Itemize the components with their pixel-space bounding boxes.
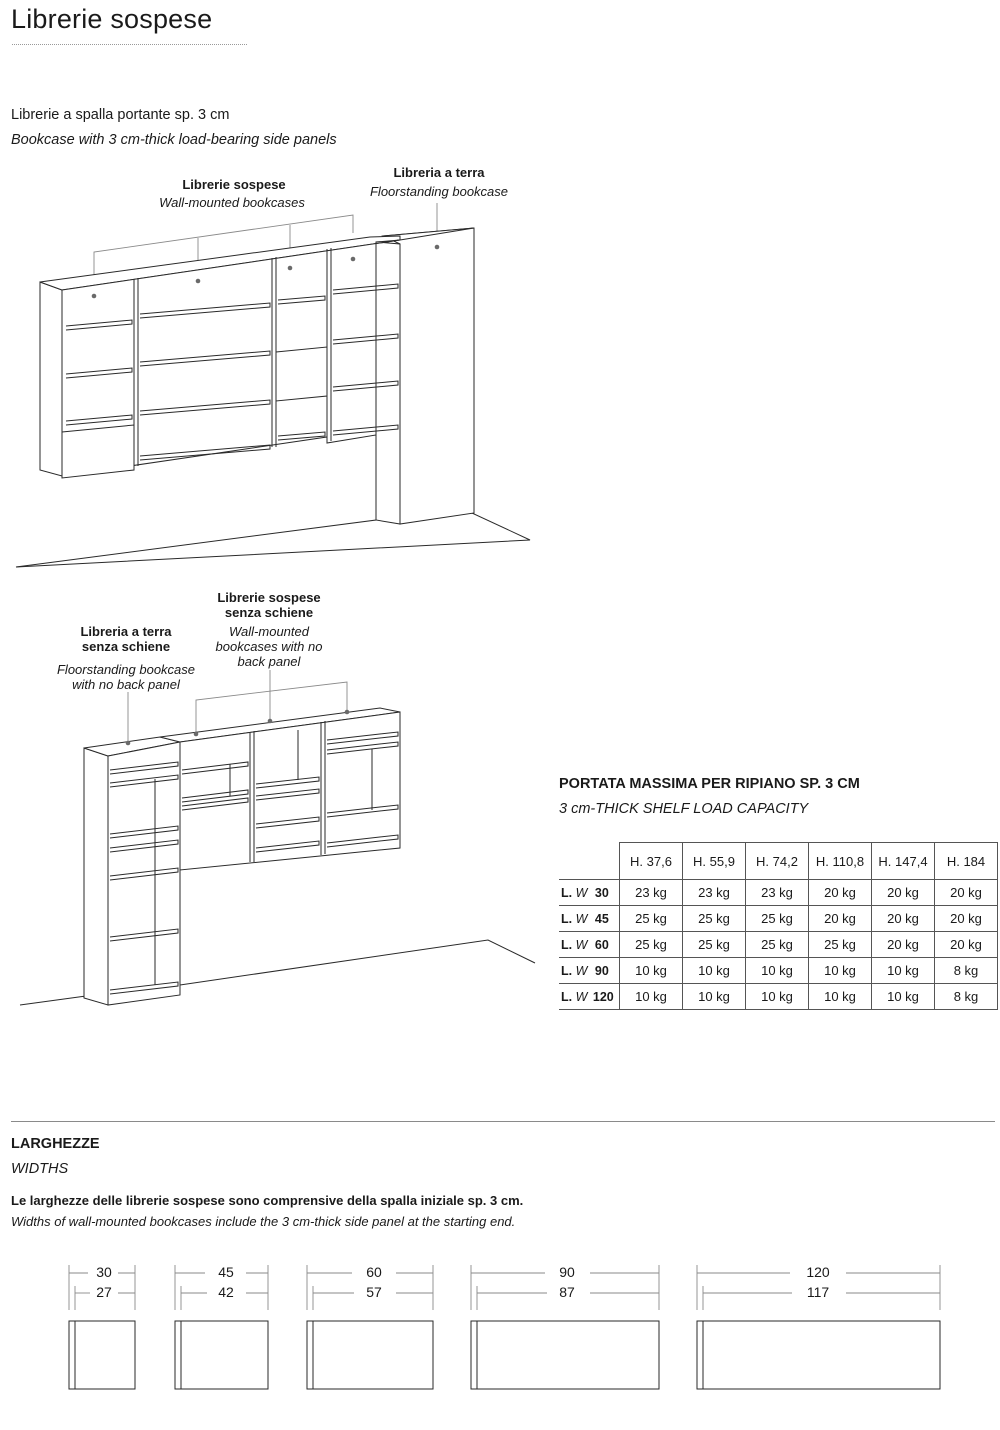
table-cell: 25 kg — [683, 906, 746, 932]
table-cell: 10 kg — [809, 958, 872, 984]
width-inner-117: 117 — [806, 1284, 830, 1300]
table-cell: 10 kg — [620, 984, 683, 1010]
label-floor-en: Floorstanding bookcase — [369, 184, 509, 199]
table-cell: 10 kg — [809, 984, 872, 1010]
label-floor-it: Libreria a terra — [393, 165, 485, 180]
width-outer-45: 45 — [218, 1264, 234, 1280]
table-cell: 20 kg — [872, 906, 935, 932]
column-header: H. 147,4 — [872, 843, 935, 880]
table-cell: 10 kg — [746, 984, 809, 1010]
column-header: H. 110,8 — [809, 843, 872, 880]
width-outer-30: 30 — [96, 1264, 112, 1280]
width-inner-42: 42 — [218, 1284, 234, 1300]
table-cell: 10 kg — [746, 958, 809, 984]
row-header: L. W 90 — [559, 958, 620, 984]
table-cell: 20 kg — [872, 932, 935, 958]
table-cell: 25 kg — [746, 906, 809, 932]
row-header: L. W 45 — [559, 906, 620, 932]
label-wall-en: Wall-mounted bookcases — [159, 195, 305, 210]
width-inner-87: 87 — [559, 1284, 575, 1300]
table-cell: 20 kg — [935, 906, 998, 932]
label-wall-nb-it-1: Librerie sospese — [217, 590, 321, 605]
table-cell: 23 kg — [620, 880, 683, 906]
table-cell: 10 kg — [872, 958, 935, 984]
table-cell: 25 kg — [746, 932, 809, 958]
width-inner-27: 27 — [96, 1284, 112, 1300]
table-cell: 10 kg — [683, 984, 746, 1010]
width-inner-57: 57 — [366, 1284, 382, 1300]
row-header: L. W 60 — [559, 932, 620, 958]
section1-heading-en: Bookcase with 3 cm-thick load-bearing side panels — [11, 132, 337, 148]
label-wall-nb-en-3: back panel — [237, 654, 301, 669]
load-table-title-en: 3 cm-THICK SHELF LOAD CAPACITY — [559, 801, 809, 817]
row-header: L. W 120 — [559, 984, 620, 1010]
label-wall-nb-it-2: senza schiene — [224, 605, 314, 620]
table-cell: 25 kg — [620, 906, 683, 932]
label-floor-nb-en-2: with no back panel — [72, 677, 180, 692]
row-header: L. W 30 — [559, 880, 620, 906]
table-cell: 20 kg — [935, 932, 998, 958]
table-cell: 25 kg — [809, 932, 872, 958]
width-outer-120: 120 — [806, 1264, 830, 1280]
table-cell: 25 kg — [683, 932, 746, 958]
label-wall-nb-en-2: bookcases with no — [215, 639, 323, 654]
table-cell: 20 kg — [872, 880, 935, 906]
column-header: H. 55,9 — [683, 843, 746, 880]
label-floor-nb-it-2: senza schiene — [81, 639, 171, 654]
table-cell: 10 kg — [872, 984, 935, 1010]
table-cell: 20 kg — [809, 880, 872, 906]
label-wall-it: Librerie sospese — [182, 177, 286, 192]
page-title: Librerie sospese — [11, 4, 213, 34]
label-floor-nb-it-1: Libreria a terra — [80, 624, 172, 639]
table-cell: 8 kg — [935, 958, 998, 984]
column-header: H. 74,2 — [746, 843, 809, 880]
widths-heading-en: WIDTHS — [11, 1161, 69, 1177]
widths-heading-it: LARGHEZZE — [11, 1136, 100, 1152]
widths-note-it: Le larghezze delle librerie sospese sono comprensive della spalla iniziale sp. 3 cm. — [11, 1193, 524, 1208]
table-cell: 8 kg — [935, 984, 998, 1010]
column-header: H. 37,6 — [620, 843, 683, 880]
widths-note-en: Widths of wall-mounted bookcases include the 3 cm-thick side panel at the starting end. — [11, 1214, 516, 1229]
table-cell: 10 kg — [620, 958, 683, 984]
column-header: H. 184 — [935, 843, 998, 880]
table-cell: 25 kg — [620, 932, 683, 958]
section1-heading-it: Librerie a spalla portante sp. 3 cm — [11, 107, 230, 123]
width-outer-60: 60 — [366, 1264, 382, 1280]
width-outer-90: 90 — [559, 1264, 575, 1280]
table-cell: 20 kg — [935, 880, 998, 906]
table-cell: 23 kg — [746, 880, 809, 906]
label-floor-nb-en-1: Floorstanding bookcase — [56, 662, 196, 677]
table-cell: 20 kg — [809, 906, 872, 932]
label-wall-nb-en-1: Wall-mounted — [229, 624, 309, 639]
load-table-title-it: PORTATA MASSIMA PER RIPIANO SP. 3 CM — [559, 776, 860, 792]
table-cell: 23 kg — [683, 880, 746, 906]
table-cell: 10 kg — [683, 958, 746, 984]
